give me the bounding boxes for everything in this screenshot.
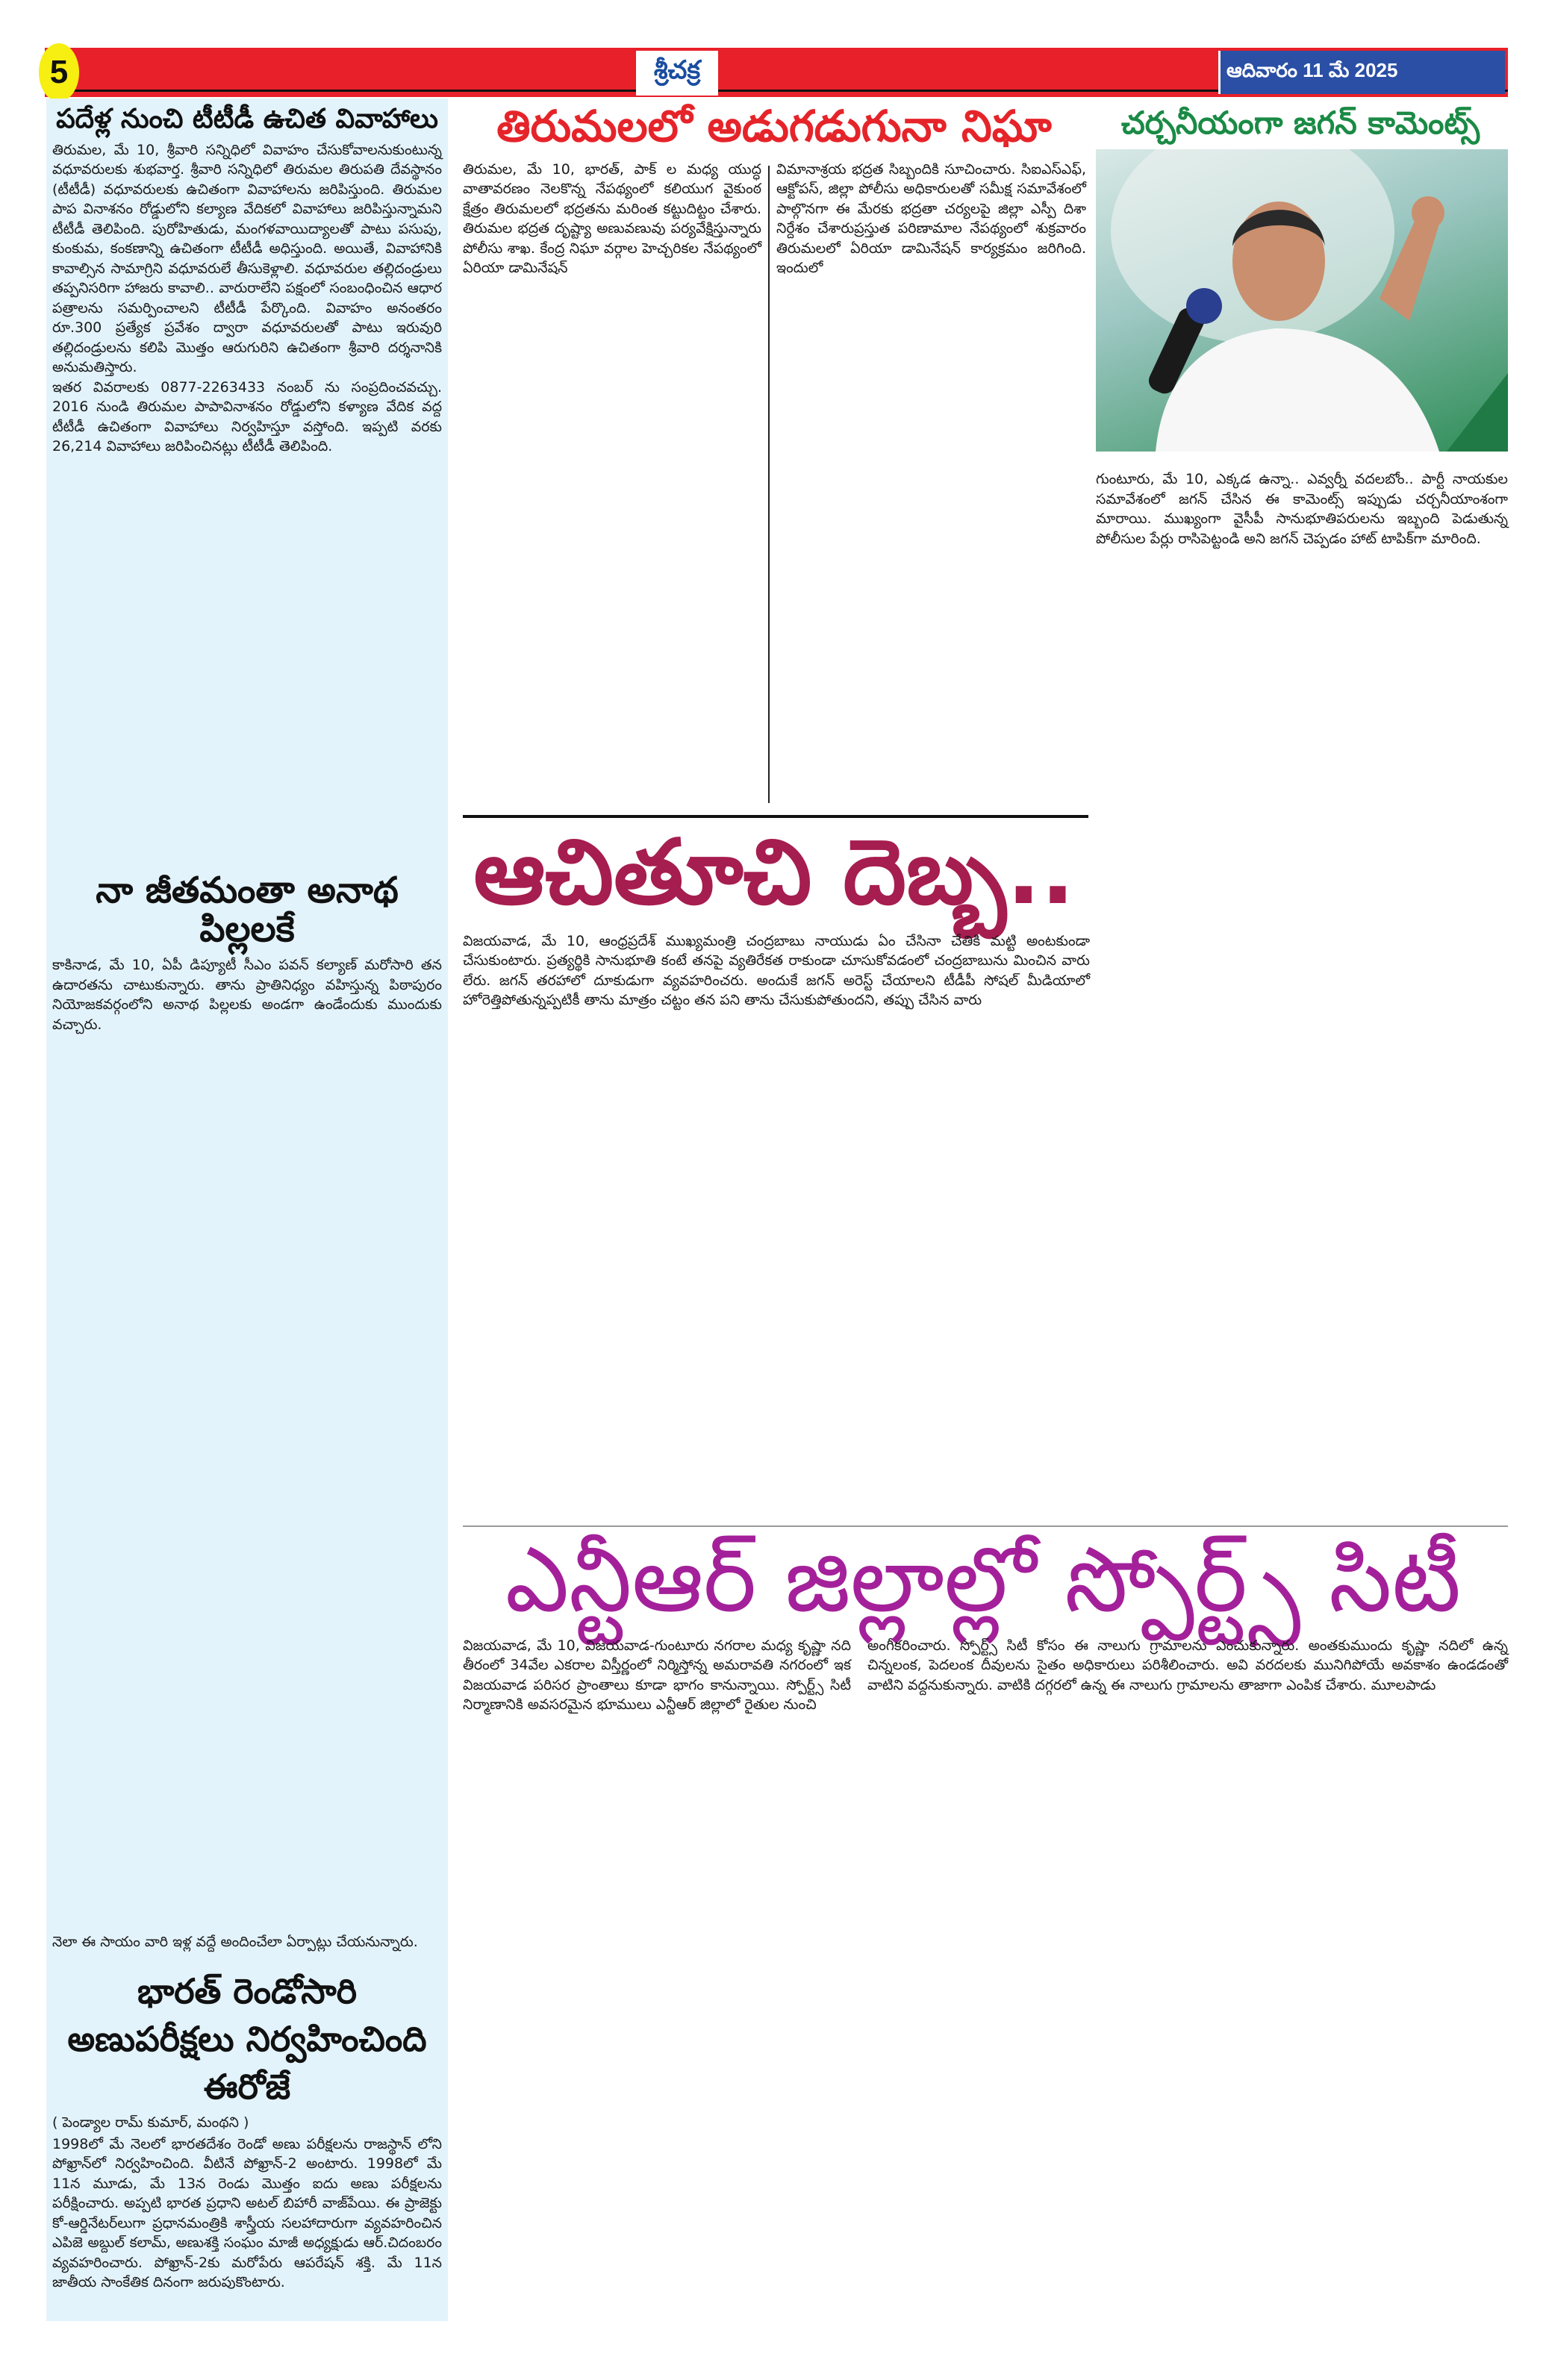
headline-ttd-weddings: పదేళ్ల నుంచి టీటీడీ ఉచిత వివాహాలు	[56, 104, 438, 134]
headline-nuclear-tests: భారత్ రెండోసారి అణుపరీక్షలు నిర్వహించింది ఈరోజే	[67, 1970, 427, 2108]
article-column-1: తిరుమల, మే 10, భారత్, పాక్ ల మధ్య యుద్ధ వాతావరణం నెలకొన్న నేపథ్యంలో కలియుగ వైకుంఠ క్షేత్రం తిరుమలలో భద్రతను మరింత కట్టుదిట్టం చేశారు. తిరుమల భద్రత దృష్ట్యా అణువణువు పర్యవేక్షిస్తున్నారు పోలీసు శాఖ. కేంద్ర నిఘా వర్గాల హెచ్చరికల నేపథ్యంలో ఏరియా డామినేషన్	[463, 160, 761, 277]
article-column-2: అంగీకరించారు. స్పోర్ట్స్ సిటీ కోసం ఈ నాలుగు గ్రామాలను ఎంచుకున్నారు. అంతకుముందు కృష్ణా నదిలో ఉన్న చిన్నలంక, పెదలంక దీవులను సైతం అధికారులు పరిశీలించారు. అవి వరదలకు మునిగిపోయే అవకాశం ఉండడంతో వాటిని వద్దనుకున్నారు. వాటికి దగ్గరలో ఉన్న ఈ నాలుగు గ్రామాలను తాజాగా ఎంపిక చేశారు. మూలపాడు	[867, 1637, 1508, 1693]
headline-achitoochi: ఆచితూచి దెబ్బ..	[473, 820, 1075, 925]
column-divider	[768, 166, 770, 803]
article-body-orphan-children	[52, 955, 442, 1918]
article-column-2: విమానాశ్రయ భద్రత సిబ్బందికి సూచించారు. సిఐఎస్ఎఫ్, ఆక్టోపస్, జిల్లా పోలీసు అధికారులతో సమీక్ష సమావేశంలో పాల్గొనగా ఈ మేరకు భద్రతా చర్యలపై జిల్లా ఎస్పీ దిశా నిర్దేశం చేశారుప్రస్తుత పరిణామాల నేపథ్యంలో శుక్రవారం తిరుమలలో ఏరియా డామినేషన్ కార్యక్రమం జరిగింది. ఇందులో	[776, 160, 1086, 277]
article-body-jagan-comments	[1096, 469, 1508, 549]
article-body-ttd-weddings	[52, 140, 442, 868]
paragraph: నెలా ఈ సాయం వారి ఇళ్ల వద్దే అందించేలా ఏర్పాట్లు చేయనున్నారు.	[52, 1934, 418, 1951]
headline-sports-city: ఎన్టీఆర్ జిల్లాల్లో స్పోర్ట్స్ సిటీ	[505, 1528, 1462, 1632]
page-number: 5	[39, 43, 79, 101]
headline-orphan-children: నా జీతమంతా అనాథ పిల్లలకే	[96, 869, 399, 951]
article-body-nuclear-tests	[52, 2134, 442, 2293]
paragraph: తిరుమల, మే 10, శ్రీవారి సన్నిధిలో వివాహం చేసుకోవాలనుకుంటున్న వధూవరులకు శుభవార్త. శ్రీవారి సన్నిధిలో తిరుమల తిరుపతి దేవస్థానం (టీటీడీ) వధూవరులకు ఉచితంగా వివాహాలను జరిపిస్తుంది. తిరుమల పాప వినాశనం రోడ్డులోని కల్యాణ వేదికలో వివాహాలు జరిపిస్తున్నామని టీటీడీ తెలిపింది. పురోహితుడు, మంగళవాయిద్యాలతో పాటు పసుపు, కుంకుమ, కంకణాన్ని ఉచితంగా టీటీడీ అధిస్తుంది. అయితే, వివాహానికి కావాల్సిన సామాగ్రిని వధూవరులే తీసుకెళ్లాలి. వధూవరుల తల్లిదండ్రులు తప్పనిసరిగా హాజరు కావాలి.. వారురాలేని పక్షంలో సంబంధించిన ఆధార పత్రాలను సమర్పించాలని టీటీడీ పేర్కొంది. వివాహం అనంతరం రూ.300 ప్రత్యేక ప్రవేశం ద్వారా వధూవరులతో పాటు ఇరువురి తల్లిదండ్రులను కలిపి మొత్తం ఆరుగురిని ఉచితంగా శ్రీవారి దర్శనానికి అనుమతిస్తారు.	[52, 141, 442, 376]
paragraph: 1998లో మే నెలలో భారతదేశం రెండో అణు పరీక్షలను రాజస్థాన్ లోని పోఖ్రాన్‌లో నిర్వహించింది. వీటినే పోఖ్రాన్-2 అంటారు. 1998లో మే 11న మూడు, మే 13న రెండు మొత్తం ఐదు అణు పరీక్షలను పరీక్షించారు. అప్పటి భారత ప్రధాని అటల్ బిహారీ వాజ్‌పేయి. ఈ ప్రాజెక్టు కో-ఆర్డినేటర్‌లుగా ప్రధానమంత్రికి శాస్త్రీయ సలహాదారుగా వ్యవహరించిన ఎపిజె అబ్దుల్ కలామ్, అణుశక్తి సంఘం మాజీ అధ్యక్షుడు ఆర్.చిదంబరం వ్యవహరించారు. పోఖ్రాన్-2కు మరోపేరు ఆపరేషన్ శక్తి. మే 11న జాతీయ సాంకేతిక దినంగా జరుపుకొంటారు.	[52, 2135, 442, 2291]
left-column	[52, 104, 442, 2293]
sports-city-columns	[457, 1636, 1509, 1715]
jagan-photo	[1096, 149, 1508, 452]
paragraph: విజయవాడ, మే 10, ఆంధ్రప్రదేశ్ ముఖ్యమంత్రి చంద్రబాబు నాయుడు ఏం చేసినా చేతికి మట్టి అంటకుండా చేసుకుంటారు. ప్రత్యర్థికి సానుభూతి కంటే తనపై వ్యతిరేకత రాకుండా చూసుకోవడంలో చంద్రబాబును మించిన వారు లేరు. జగన్ తరహాలో దూకుడుగా వ్యవహరించరు. అందుకే జగన్ అరెస్ట్ చేయాలని టీడీపీ సోషల్ మీడియాలో హోరెత్తిపోతున్నప్పటికీ తాను మాత్రం చట్టం తన పని తాను చేసుకుపోతుందని, తప్పు చేసిన వారు	[463, 932, 1090, 1009]
section-rule	[463, 1525, 1508, 1527]
section-rule	[463, 815, 1088, 818]
issue-date: ఆదివారం 11 మే 2025	[1218, 51, 1505, 94]
byline: ( పెండ్యాల రామ్ కుమార్, మంథని )	[52, 2114, 249, 2131]
newspaper-logo: శ్రీచక్ర	[636, 51, 718, 96]
article-body-achitoochi	[463, 931, 1090, 1521]
headline-jagan-comments: చర్చనీయంగా జగన్ కామెంట్స్	[1120, 104, 1480, 141]
article-column-1: విజయవాడ, మే 10, విజయవాడ-గుంటూరు నగరాల మధ్య కృష్ణా నది తీరంలో 34వేల ఎకరాల విస్తీర్ణంలో నిర్మిస్తోన్న అమరావతి నగరంలో ఇక విజయవాడ పరిసర ప్రాంతాలు కూడా భాగం కానున్నాయి. స్పోర్ట్స్ సిటీ నిర్మాణానికి అవసరమైన భూములు ఎన్టీఆర్ జిల్లాలో రైతుల నుంచి	[463, 1637, 851, 1714]
right-column	[1091, 106, 1509, 549]
paragraph: ఇతర వివరాలకు 0877-2263433 నంబర్ ను సంప్రదించవచ్చు. 2016 నుండి తిరుమల పాపావినాశనం రోడ్డులోని కళ్యాణ వేదిక వద్ద టీటీడీ ఉచితంగా వివాహాలు నిర్వహిస్తూ వస్తోంది. ఇప్పటి వరకు 26,214 వివాహాలు జరిపించినట్లు టీటీడీ తెలిపింది.	[52, 378, 442, 455]
headline-tirumala-security: తిరుమలలో అడుగడుగునా నిఘా	[496, 101, 1052, 152]
speaker-illustration	[1096, 149, 1508, 452]
paragraph: గుంటూరు, మే 10, ఎక్కడ ఉన్నా.. ఎవ్వర్నీ వదలబోం.. పార్టీ నాయకుల సమావేశంలో జగన్ చేసిన ఈ కామెంట్స్ ఇప్పుడు చర్చనీయాంశంగా మారాయి. ముఖ్యంగా వైసీపీ సానుభూతిపరులను ఇబ్బంది పెడుతున్న పోలీసుల పేర్లు రాసిపెట్టండి అని జగన్ చెప్పడం హాట్ టాపిక్‌గా మారింది.	[1096, 471, 1508, 547]
paragraph: కాకినాడ, మే 10, ఏపీ డిప్యూటీ సీఎం పవన్ కల్యాణ్ మరోసారి తన ఉదారతను చాటుకున్నారు. తాను ప్రాతినిధ్యం వహిస్తున్న పిఠాపురం నియోజకవర్గంలోని అనాథ పిల్లలకు అండగా ఉండేందుకు ముందుకు వచ్చారు.	[52, 957, 442, 1033]
